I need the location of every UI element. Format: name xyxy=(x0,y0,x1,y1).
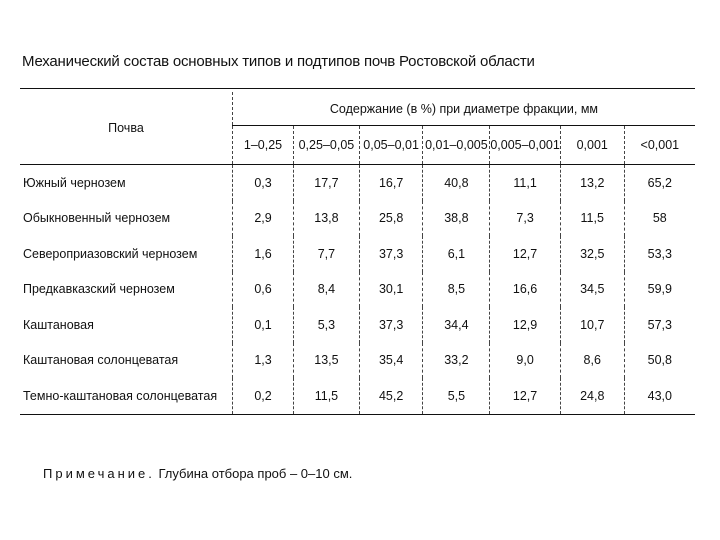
value-cell: 32,5 xyxy=(560,236,624,272)
value-cell: 5,5 xyxy=(423,378,490,414)
soil-name-cell: Каштановая солонцеватая xyxy=(23,353,179,368)
value-cell: 1,6 xyxy=(232,236,293,272)
value-cell: 33,2 xyxy=(423,343,490,379)
value-cell: 8,6 xyxy=(560,343,624,379)
value-cell: 13,5 xyxy=(294,343,360,379)
value-cell: 38,8 xyxy=(423,201,490,237)
soil-composition-table xyxy=(20,92,695,415)
value-cell: 65,2 xyxy=(624,165,695,201)
value-cell: 6,1 xyxy=(423,236,490,272)
value-cell: 34,4 xyxy=(423,307,490,343)
table-top-rule xyxy=(20,88,695,89)
value-cell: 50,8 xyxy=(624,343,695,379)
value-cell: 16,6 xyxy=(490,272,561,308)
value-cell: 57,3 xyxy=(624,307,695,343)
value-cell: 11,1 xyxy=(490,165,561,201)
soil-column-header: Почва xyxy=(20,92,232,165)
fraction-header: 0,001 xyxy=(560,126,624,165)
value-cell: 34,5 xyxy=(560,272,624,308)
value-cell: 0,6 xyxy=(232,272,293,308)
value-cell: 8,4 xyxy=(294,272,360,308)
value-cell: 0,1 xyxy=(232,307,293,343)
soil-name-cell: Южный чернозем xyxy=(23,175,126,190)
value-cell: 40,8 xyxy=(423,165,490,201)
header-row-group xyxy=(20,92,695,126)
value-cell: 25,8 xyxy=(359,201,423,237)
page-title: Механический состав основных типов и подтипов почв Ростовской области xyxy=(22,53,535,70)
soil-name-cell: Североприазовский чернозем xyxy=(23,246,198,261)
value-cell: 43,0 xyxy=(624,378,695,414)
value-cell: 1,3 xyxy=(232,343,293,379)
value-cell: 45,2 xyxy=(359,378,423,414)
value-cell: 53,3 xyxy=(624,236,695,272)
value-cell: 11,5 xyxy=(560,201,624,237)
value-cell: 24,8 xyxy=(560,378,624,414)
footnote-text: Глубина отбора проб – 0–10 см. xyxy=(158,466,353,481)
value-cell: 9,0 xyxy=(490,343,561,379)
table-row xyxy=(20,378,695,414)
value-cell: 12,9 xyxy=(490,307,561,343)
footnote-label: Примечание. xyxy=(43,466,155,481)
value-cell: 0,3 xyxy=(232,165,293,201)
table-row xyxy=(20,307,695,343)
fraction-header: 1–0,25 xyxy=(232,126,293,165)
table-row xyxy=(20,201,695,237)
soil-name-cell: Темно-каштановая солонцеватая xyxy=(20,378,232,414)
fraction-header: <0,001 xyxy=(624,126,695,165)
soil-name-cell: Предкавказский чернозем xyxy=(23,282,175,297)
value-cell: 8,5 xyxy=(423,272,490,308)
value-cell: 37,3 xyxy=(359,307,423,343)
value-cell: 10,7 xyxy=(560,307,624,343)
value-cell: 37,3 xyxy=(359,236,423,272)
value-cell: 13,8 xyxy=(294,201,360,237)
value-cell: 16,7 xyxy=(359,165,423,201)
value-cell: 13,2 xyxy=(560,165,624,201)
fraction-header: 0,25–0,05 xyxy=(294,126,360,165)
soil-name-cell: Обыкновенный чернозем xyxy=(23,211,171,226)
value-cell: 30,1 xyxy=(359,272,423,308)
value-cell: 0,2 xyxy=(232,378,293,414)
value-cell: 12,7 xyxy=(490,378,561,414)
value-cell: 12,7 xyxy=(490,236,561,272)
value-cell: 7,7 xyxy=(294,236,360,272)
value-cell: 7,3 xyxy=(490,201,561,237)
value-cell: 11,5 xyxy=(294,378,360,414)
content-group-header: Содержание (в %) при диаметре фракции, мм xyxy=(232,92,695,126)
fraction-header: 0,005–0,001 xyxy=(490,126,561,165)
table-row xyxy=(20,236,695,272)
value-cell: 2,9 xyxy=(232,201,293,237)
value-cell: 59,9 xyxy=(624,272,695,308)
value-cell: 35,4 xyxy=(359,343,423,379)
fraction-header: 0,05–0,01 xyxy=(359,126,423,165)
fraction-header: 0,01–0,005 xyxy=(423,126,490,165)
soil-name-cell: Каштановая xyxy=(23,317,94,332)
value-cell: 17,7 xyxy=(294,165,360,201)
table-footnote xyxy=(43,466,352,481)
value-cell: 5,3 xyxy=(294,307,360,343)
value-cell: 58 xyxy=(624,201,695,237)
table-row xyxy=(20,165,695,201)
table-row xyxy=(20,343,695,379)
table-row xyxy=(20,272,695,308)
